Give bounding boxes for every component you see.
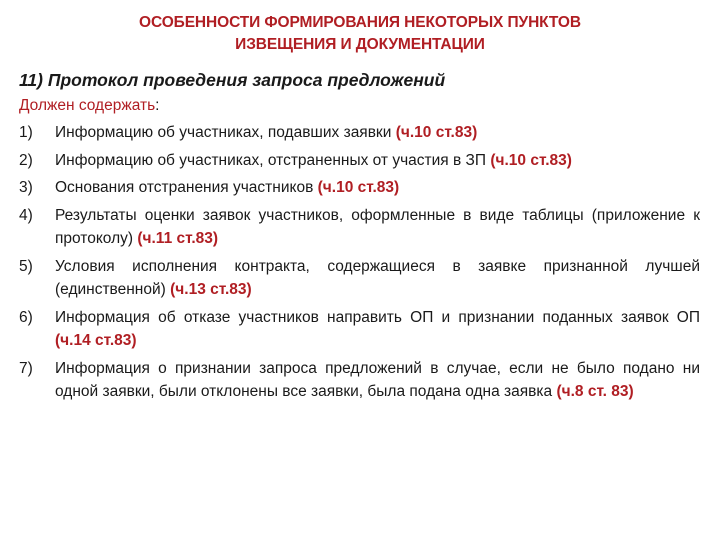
list-item-text: Основания отстранения участников [55, 179, 318, 196]
law-reference: (ч.8 ст. 83) [556, 383, 634, 400]
list-item-body [55, 149, 700, 173]
slide-title [0, 12, 720, 56]
law-reference: (ч.14 ст.83) [55, 332, 137, 349]
list-item [19, 121, 700, 145]
list-item-number: 5) [19, 257, 33, 275]
law-reference: (ч.10 ст.83) [317, 179, 400, 196]
list-item-body [55, 255, 700, 302]
list-item [19, 149, 700, 173]
list-item-text: Информацию об участниках, подавших заявки [55, 124, 396, 141]
list-item [19, 357, 700, 404]
law-reference: (ч.11 ст.83) [137, 230, 219, 247]
list-item-number: 3) [19, 179, 33, 196]
list-item [19, 306, 700, 353]
section-heading: 11) Протокол проведения запроса предложений [19, 70, 446, 90]
intro-line [19, 95, 700, 117]
list-item-body [55, 357, 700, 404]
law-reference: (ч.10 ст.83) [395, 124, 478, 141]
slide-content [19, 68, 700, 408]
list-item-text: Информация об отказе участников направить ОП и признании поданных заявок ОП [55, 308, 700, 326]
list-item-text: Информация о признании запроса предложений в случае, если не было подано ни одной заявки, были отклонены все заявки, была подана одна заявка [55, 359, 700, 400]
law-reference: (ч.13 ст.83) [170, 281, 252, 298]
list-item-body [55, 306, 700, 353]
list-item [19, 255, 700, 302]
list-item-number: 4) [19, 206, 33, 224]
list-item-body [55, 121, 700, 145]
list-item-body [55, 204, 700, 251]
intro-colon: : [155, 97, 160, 114]
list-item-body [55, 176, 700, 200]
slide-title-line-2: ИЗВЕЩЕНИЯ И ДОКУМЕНТАЦИИ [235, 36, 485, 53]
list-item-number: 7) [19, 359, 33, 377]
list-item [19, 176, 700, 200]
intro-label: Должен содержать [19, 97, 156, 114]
list-item-number: 2) [19, 151, 33, 169]
list-item-text: Результаты оценки заявок участников, оформленные в виде таблицы (приложение к протоколу) [55, 206, 700, 247]
list-item-text: Условия исполнения контракта, содержащиеся в заявке признанной лучшей (единственной) [55, 257, 700, 298]
list-item [19, 204, 700, 251]
list-item-text: Информацию об участниках, отстраненных от участия в ЗП [55, 151, 491, 169]
requirements-list [19, 121, 700, 404]
list-item-number: 1) [19, 124, 33, 141]
slide-title-line-1: ОСОБЕННОСТИ ФОРМИРОВАНИЯ НЕКОТОРЫХ ПУНКТОВ [139, 14, 581, 31]
list-item-number: 6) [19, 308, 33, 326]
law-reference: (ч.10 ст.83) [490, 151, 572, 169]
